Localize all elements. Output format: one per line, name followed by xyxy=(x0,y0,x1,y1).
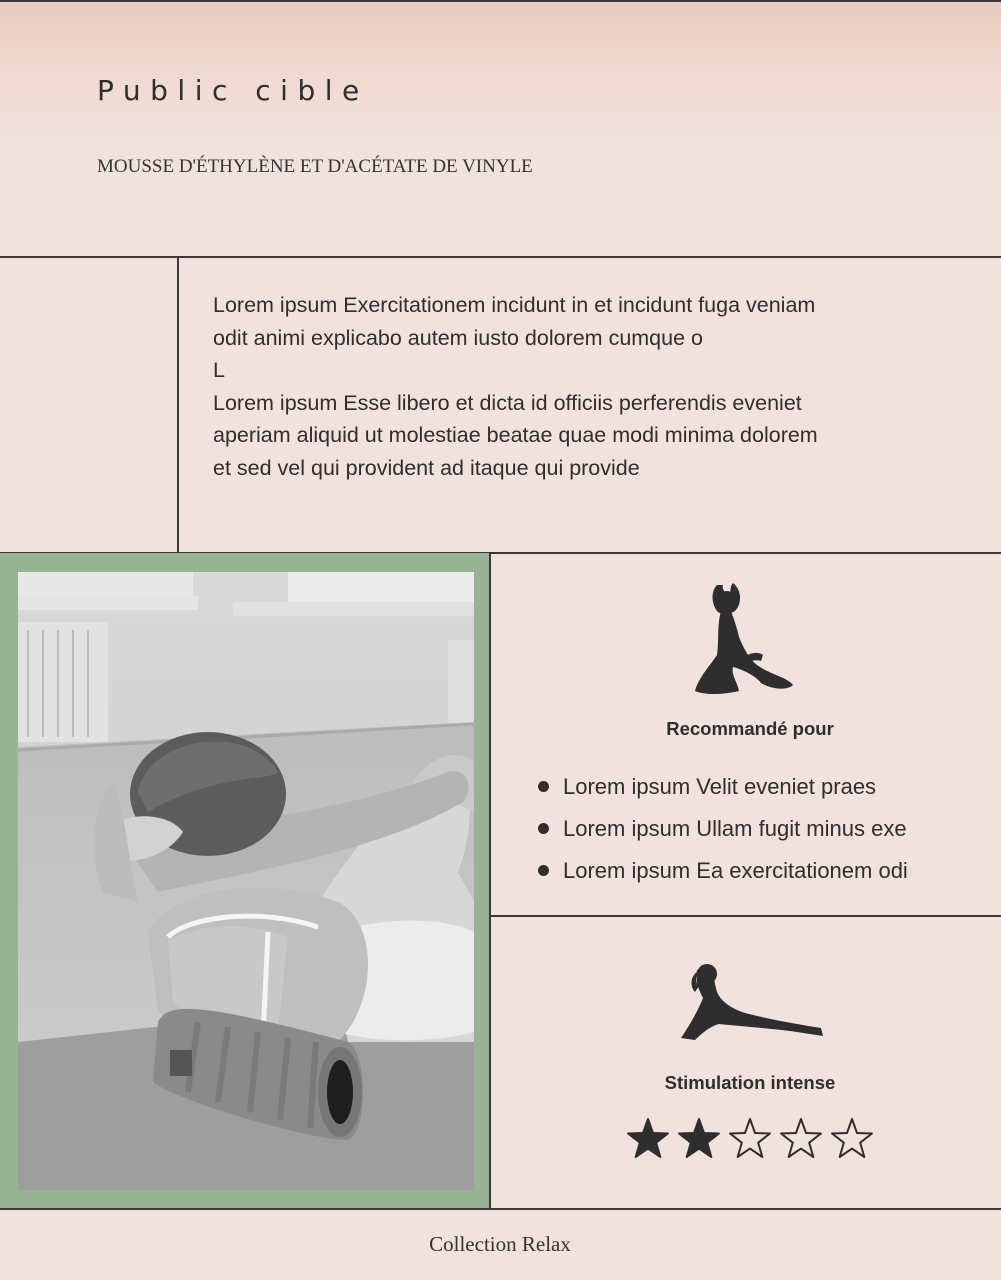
yoga-cobra-pose-icon xyxy=(677,962,825,1042)
star-empty-icon xyxy=(781,1119,821,1157)
bullet-icon xyxy=(538,781,549,792)
recommended-list xyxy=(537,766,908,892)
list-item-label: Lorem ipsum Ea exercitationem odi xyxy=(563,858,908,883)
recommended-title: Recommandé pour xyxy=(666,718,834,739)
description-line: odit animi explicabo autem iusto dolorem cumque o xyxy=(213,325,703,350)
divider-center xyxy=(489,553,491,1209)
rating-stars xyxy=(625,1116,875,1162)
exercise-photo xyxy=(18,572,474,1190)
list-item xyxy=(537,766,908,808)
list-item-label: Lorem ipsum Ullam fugit minus exe xyxy=(563,816,907,841)
header-background xyxy=(0,0,1001,258)
bullet-icon xyxy=(538,865,549,876)
star-empty-icon xyxy=(832,1119,872,1157)
list-item xyxy=(537,808,908,850)
description-text xyxy=(213,289,913,485)
description-line: Lorem ipsum Exercitationem incidunt in et incidunt fuga veniam xyxy=(213,293,816,317)
divider-right xyxy=(490,915,1001,917)
yoga-pigeon-pose-icon xyxy=(691,581,795,699)
page-title: Public cible xyxy=(97,74,369,107)
description-line: aperiam aliquid ut molestiae beatae quae modi minima dolorem xyxy=(213,423,818,448)
star-filled-icon xyxy=(679,1119,719,1157)
divider-bottom xyxy=(0,1208,1001,1210)
list-item-label: Lorem ipsum Velit eveniet praes xyxy=(563,774,877,799)
description-line: et sed vel qui provident ad itaque qui provide xyxy=(213,455,640,480)
divider-left xyxy=(177,257,179,553)
stimulation-title: Stimulation intense xyxy=(664,1072,836,1093)
footer-label: Collection Relax xyxy=(429,1232,571,1256)
star-empty-icon xyxy=(730,1119,770,1157)
top-border xyxy=(0,0,1001,2)
divider-top xyxy=(0,256,1001,258)
list-item xyxy=(537,850,908,892)
bullet-icon xyxy=(538,823,549,834)
description-line: L xyxy=(213,358,225,383)
material-subtitle: MOUSSE D'ÉTHYLÈNE ET D'ACÉTATE DE VINYLE xyxy=(97,156,533,177)
description-line: Lorem ipsum Esse libero et dicta id officiis perferendis eveniet xyxy=(213,390,802,415)
star-filled-icon xyxy=(628,1119,668,1157)
